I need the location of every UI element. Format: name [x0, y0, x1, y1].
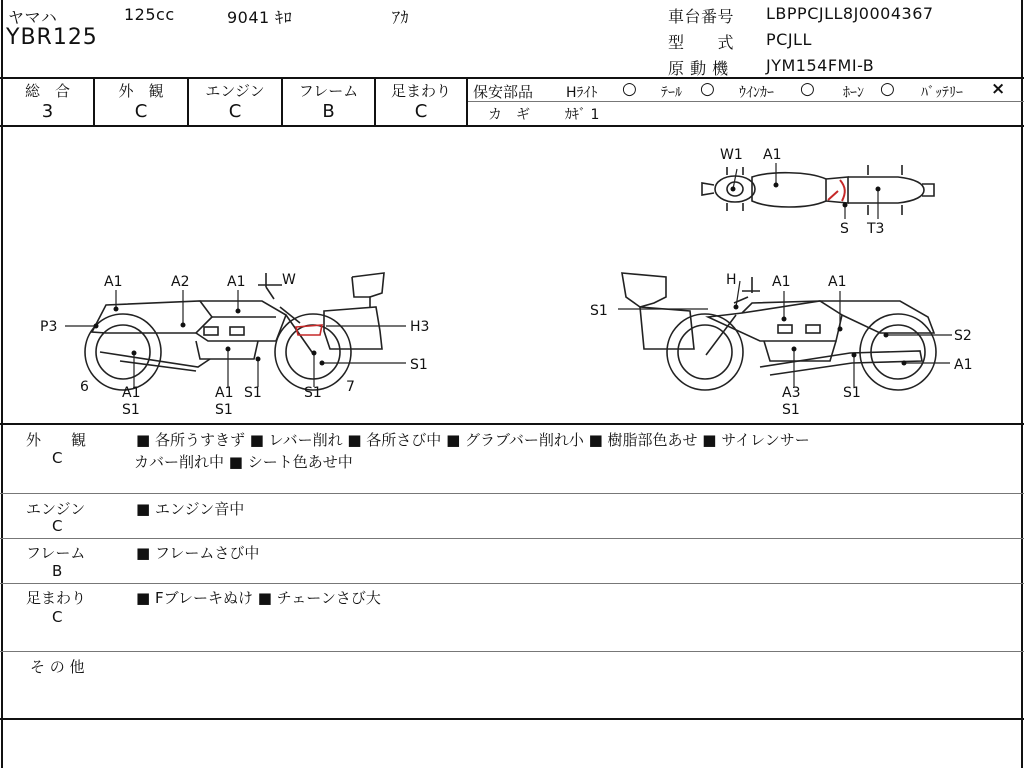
engine-grade-label: エンジン: [205, 82, 265, 100]
exterior-notes-line-1: ■ 各所うすきず ■ レバー削れ ■ 各所さび中 ■ グラブバー削れ小 ■ 樹脂部色あせ ■ サイレンサー: [136, 431, 810, 449]
label-right-h: H: [726, 272, 737, 288]
exterior-notes-line-2: カバー削れ中 ■ シート色あせ中: [134, 453, 353, 471]
exterior-section-grade: C: [52, 449, 63, 467]
label-left-6: 6: [80, 379, 89, 395]
total-grade-value: 3: [41, 101, 54, 122]
label-right-s1-1: S1: [590, 303, 608, 319]
battery-label: ﾊﾞｯﾃﾘｰ: [921, 85, 963, 101]
label-left-7: 7: [346, 379, 355, 395]
label-left-a1-1: A1: [104, 274, 123, 290]
label-left-h3: H3: [410, 319, 430, 335]
label-right-a3: A3: [782, 385, 801, 401]
tail-ok-mark: ○: [700, 79, 715, 99]
suspension-grade-label: 足まわり: [390, 82, 451, 100]
body-color: ｱｶ: [392, 8, 410, 27]
tail-label: ﾃｰﾙ: [661, 85, 682, 101]
engine-grade-value: C: [228, 101, 242, 122]
section-divider-5: [0, 718, 1024, 720]
label-left-s1-1: S1: [122, 402, 140, 418]
frame-section-label: フレーム: [26, 544, 86, 562]
horn-label: ﾎｰﾝ: [843, 85, 864, 101]
model-name: YBR125: [6, 25, 98, 50]
header-divider: [0, 77, 1024, 79]
grade-col-sep-5: [466, 78, 468, 125]
suspension-section-grade: C: [52, 608, 63, 626]
frame-grade-label: フレーム: [298, 82, 359, 100]
section-divider-4: [0, 651, 1024, 652]
type-label: 型 式: [668, 33, 735, 52]
label-left-s1-4: S1: [304, 385, 322, 401]
label-top-t3: T3: [867, 221, 885, 237]
label-top-s: S: [840, 221, 849, 237]
other-section-label: そ の 他: [30, 658, 85, 676]
section-divider-3: [0, 583, 1024, 584]
frame-grade-value: B: [322, 101, 335, 122]
maker: ヤマハ: [8, 8, 58, 27]
label-right-s2: S2: [954, 328, 972, 344]
section-divider-2: [0, 538, 1024, 539]
section-divider-1: [0, 493, 1024, 494]
bike-right-view: [622, 273, 936, 390]
label-top-w1: W1: [720, 147, 743, 163]
label-right-a1-2: A1: [828, 274, 847, 290]
label-right-s1-2: S1: [782, 402, 800, 418]
engine-model-label: 原 動 機: [668, 59, 729, 78]
suspension-grade-value: C: [414, 101, 428, 122]
chassis-label: 車台番号: [668, 7, 735, 26]
engine-section-label: エンジン: [26, 500, 86, 518]
label-left-w: W: [282, 272, 296, 288]
exterior-grade-label: 外 観: [118, 82, 164, 100]
label-left-s1-3: S1: [244, 385, 262, 401]
horn-ok-mark: ○: [880, 79, 895, 99]
label-right-a1-1: A1: [772, 274, 791, 290]
mileage: 9041 ｷﾛ: [227, 8, 293, 27]
diagram-divider: [0, 423, 1024, 425]
key-value: ｶｷﾞ 1: [565, 107, 600, 123]
engine-notes: ■ エンジン音中: [136, 500, 245, 518]
label-left-a1-4: A1: [215, 385, 234, 401]
suspension-notes: ■ Fブレーキぬけ ■ チェーンさび大: [136, 589, 381, 607]
exterior-grade-value: C: [134, 101, 148, 122]
label-left-s1-5: S1: [410, 357, 428, 373]
engine-section-grade: C: [52, 517, 63, 535]
exterior-section-label: 外 観: [26, 431, 87, 449]
engine-model-value: JYM154FMI-B: [766, 56, 875, 75]
bike-left-view: [85, 273, 384, 390]
damage-diagram: [0, 127, 1024, 422]
headlight-label: Hﾗｲﾄ: [566, 85, 598, 101]
frame-notes: ■ フレームさび中: [136, 544, 260, 562]
chassis-value: LBPPCJLL8J0004367: [766, 4, 934, 23]
key-label: カ ギ: [488, 107, 530, 123]
label-top-a1: A1: [763, 147, 782, 163]
label-left-a1-3: A1: [122, 385, 141, 401]
label-left-p3: P3: [40, 319, 58, 335]
displacement: 125cc: [124, 5, 175, 24]
safety-label: 保安部品: [473, 83, 534, 101]
battery-ng-mark: ×: [991, 79, 1006, 99]
label-right-s1-3: S1: [843, 385, 861, 401]
label-left-a2: A2: [171, 274, 190, 290]
type-value: PCJLL: [766, 30, 812, 49]
label-left-a1-2: A1: [227, 274, 246, 290]
label-left-s1-2: S1: [215, 402, 233, 418]
winker-ok-mark: ○: [800, 79, 815, 99]
winker-label: ｳｲﾝｶｰ: [739, 85, 774, 101]
suspension-section-label: 足まわり: [26, 589, 87, 607]
label-right-a1-3: A1: [954, 357, 973, 373]
total-grade-label: 総 合: [24, 82, 70, 100]
headlight-ok-mark: ○: [622, 79, 637, 99]
frame-section-grade: B: [52, 562, 63, 580]
